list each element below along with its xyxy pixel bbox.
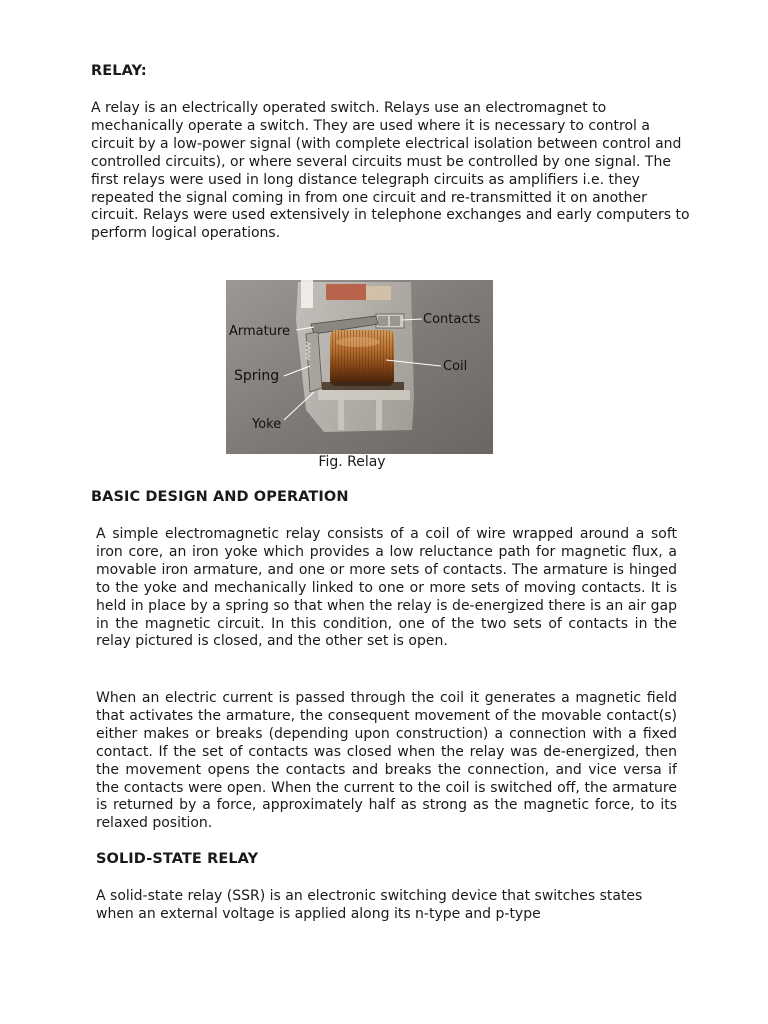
label-yoke: Yoke: [252, 417, 282, 432]
relay-figure: [226, 280, 493, 454]
label-armature: Armature: [229, 324, 291, 339]
label-contacts: Contacts: [423, 312, 481, 327]
label-spring: Spring: [234, 368, 280, 384]
basic-design-paragraph-2: When an electric current is passed through the coil it generates a magnetic field that activates the armature, the consequent movement of the movable contact(s) either makes or breaks (depending upon construction) a connection with a fixed contact. If the set of contacts was closed when the relay was de-energized, then the movement opens the contacts and breaks the connection, and vice versa if the contacts were open. When the current to the coil is switched off, the armature is returned by a force, approximately half as strong as the magnetic force, to its relaxed position.: [96, 690, 677, 832]
basic-design-paragraph-1: A simple electromagnetic relay consists of a coil of wire wrapped around a soft iron core, an iron yoke which provides a low reluctance path for magnetic flux, a movable iron armature, and one or more sets of contacts. The armature is hinged to the yoke and mechanically linked to one or more sets of moving contacts. It is held in place by a spring so that when the relay is de-energized there is an air gap in the magnetic circuit. In this condition, one of the two sets of contacts in the relay pictured is closed, and the other set is open.: [96, 526, 677, 650]
label-coil: Coil: [443, 359, 468, 374]
figure-caption: Fig. Relay: [318, 454, 386, 470]
solid-state-heading: SOLID-STATE RELAY: [96, 851, 259, 867]
relay-photo: [226, 280, 493, 454]
relay-heading: RELAY:: [91, 63, 147, 79]
relay-paragraph: A relay is an electrically operated switch. Relays use an electromagnet to mechanically operate a switch. They are used where it is necessary to control a circuit by a low-power signal (with complete electrical isolation between control and controlled circuits), or where several circuits must be controlled by one signal. The first relays were used in long distance telegraph circuits as amplifiers i.e. they repeated the signal coming in from one circuit and re-transmitted it on another circuit. Relays were used extensively in telephone exchanges and early computers to perform logical operations.: [91, 100, 690, 242]
basic-design-heading: BASIC DESIGN AND OPERATION: [91, 489, 349, 505]
solid-state-paragraph: A solid-state relay (SSR) is an electronic switching device that switches states when an external voltage is applied along its n-type and p-type: [96, 888, 643, 922]
